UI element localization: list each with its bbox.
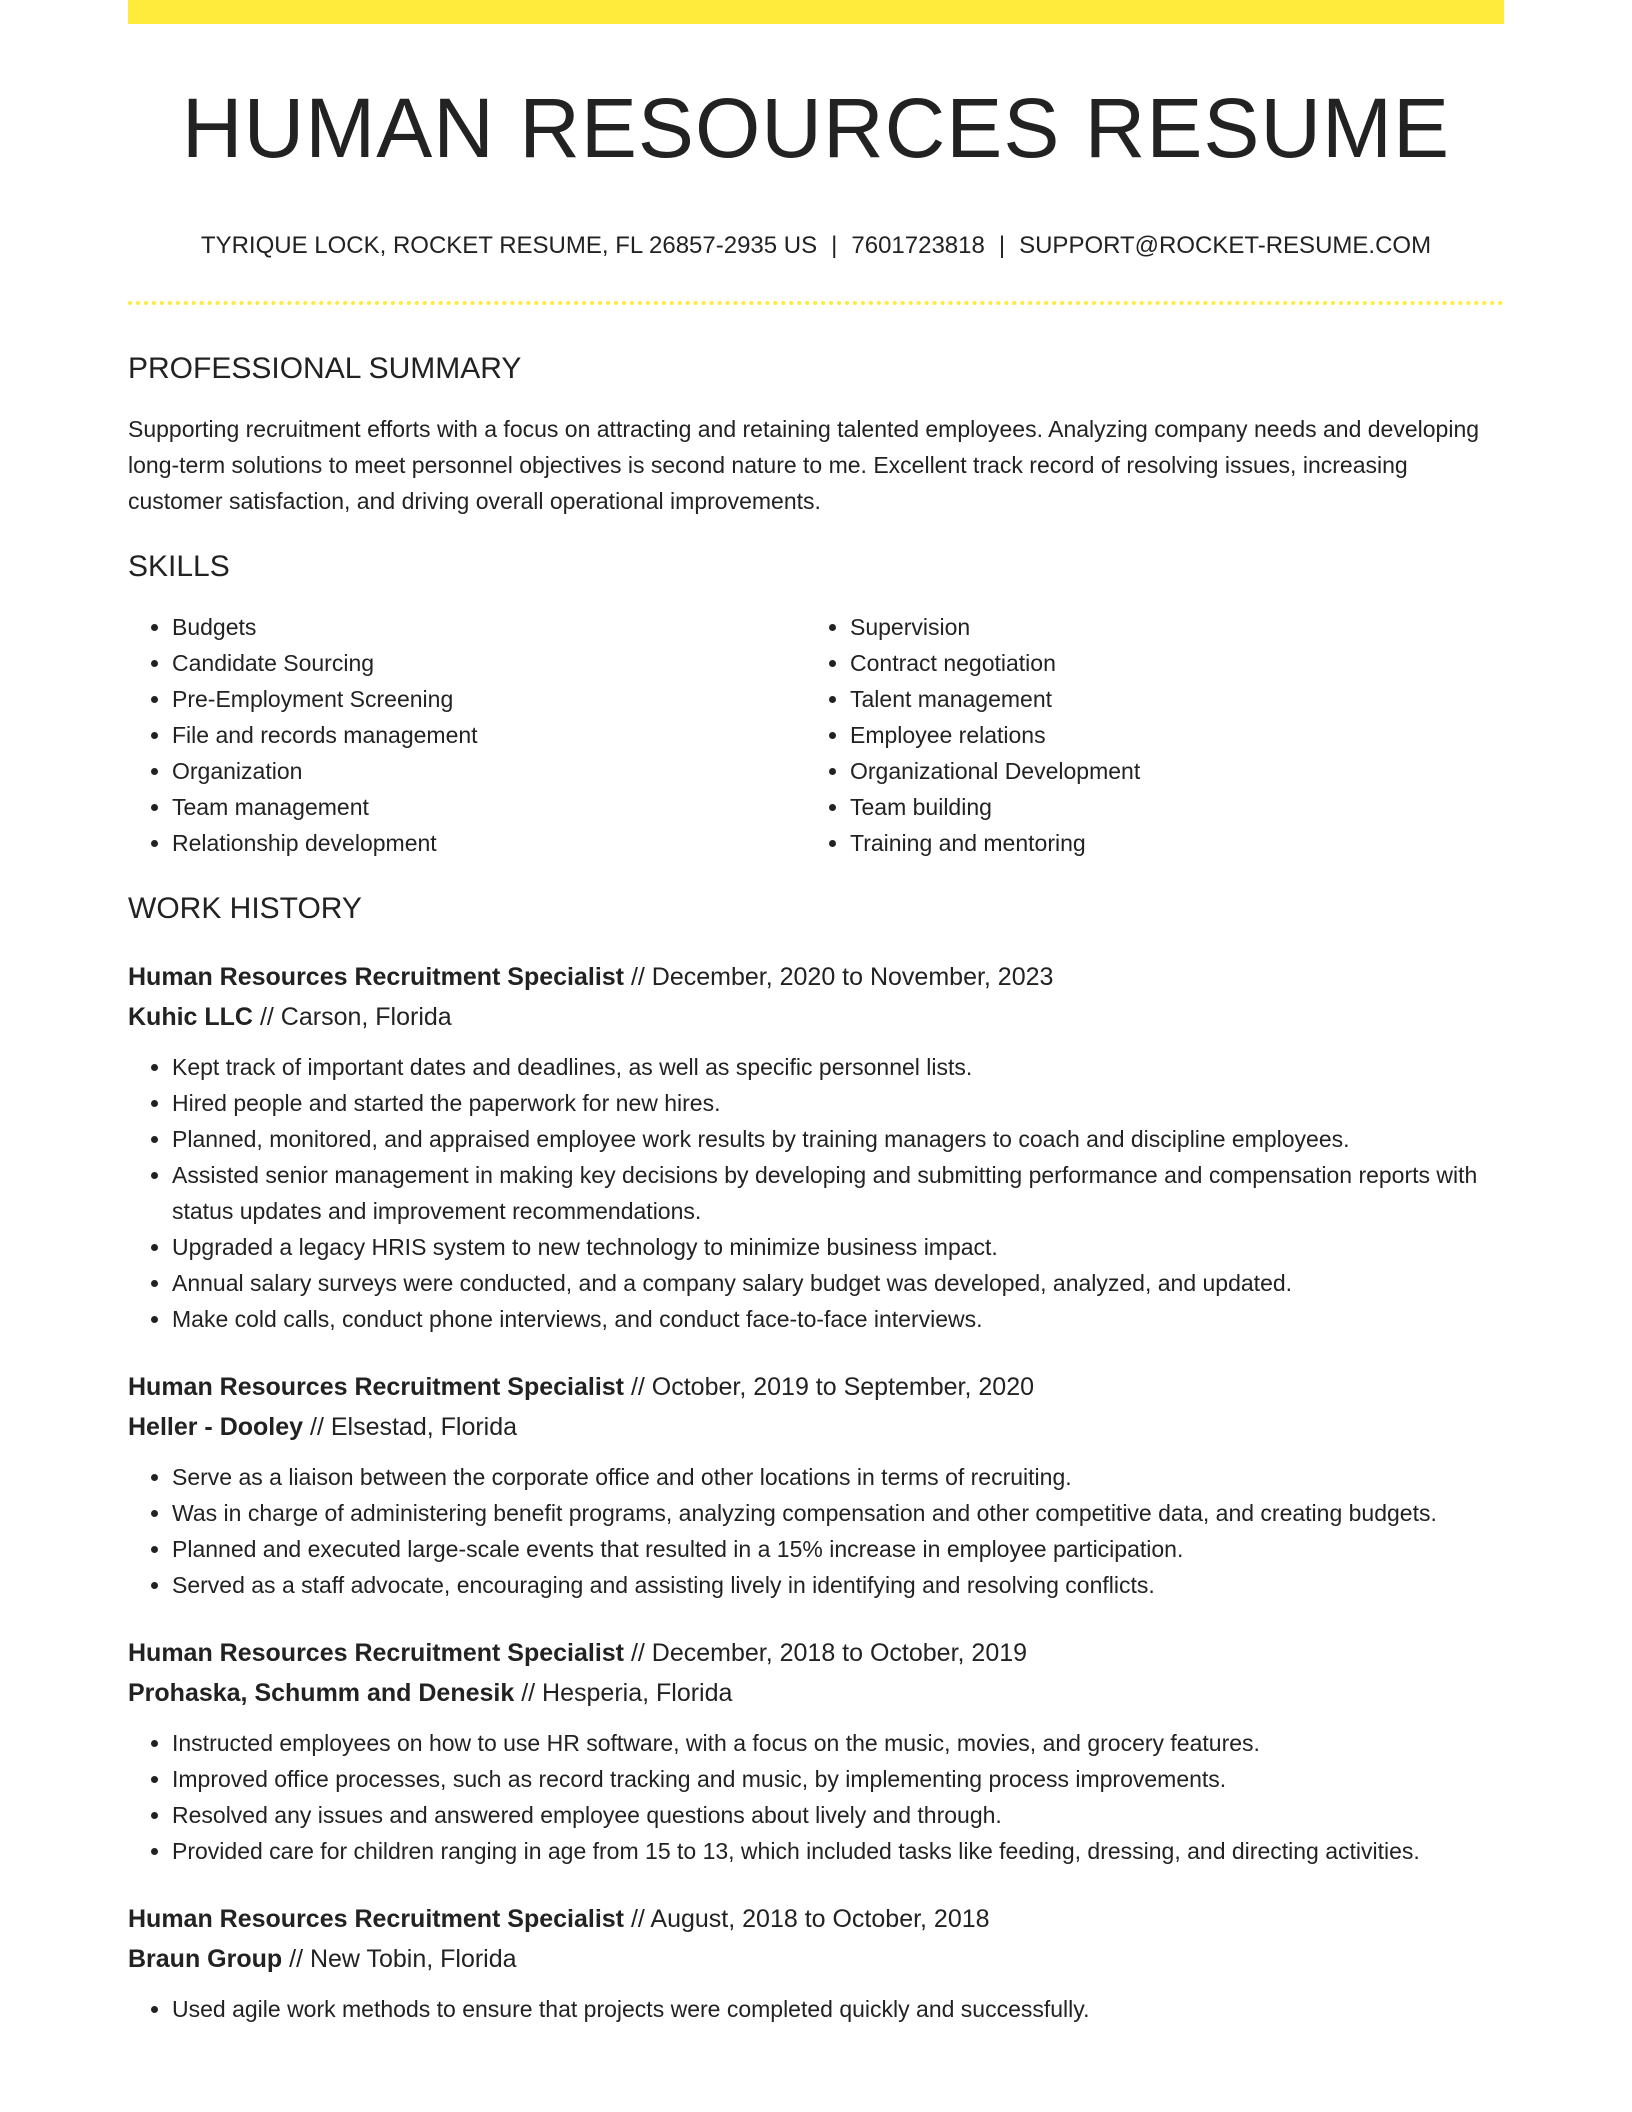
job-bullets [128, 1049, 1504, 1337]
contact-line [128, 232, 1504, 261]
job-bullet: • Assisted senior management in making key decisions by developing and submitting performance and compensation reports with status updates and improvement recommendations. [172, 1157, 1504, 1229]
skill-item: • Budgets [172, 609, 806, 645]
job-bullet: • Served as a staff advocate, encouraging and assisting lively in identifying and resolving conflicts. [172, 1567, 1504, 1603]
job-bullet: • Was in charge of administering benefit programs, analyzing compensation and other competitive data, and creating budgets. [172, 1495, 1504, 1531]
job-bullets [128, 1725, 1504, 1869]
skill-item: • Candidate Sourcing [172, 645, 806, 681]
job-title: Human Resources Recruitment Specialist [128, 1904, 624, 1933]
job-bullet: • Planned, monitored, and appraised employee work results by training managers to coach and discipline employees. [172, 1121, 1504, 1157]
job-bullet: • Improved office processes, such as record tracking and music, by implementing process improvements. [172, 1761, 1504, 1797]
job-title: Human Resources Recruitment Specialist [128, 1372, 624, 1401]
job-entry [128, 1899, 1504, 2027]
job-location: // New Tobin, Florida [289, 1944, 517, 1973]
skills-heading: SKILLS [128, 549, 230, 583]
resume-title: HUMAN RESOURCES RESUME [181, 81, 1451, 175]
job-dates: // December, 2018 to October, 2019 [630, 1638, 1028, 1667]
resume-page [128, 0, 1504, 2027]
job-title-line [128, 957, 1504, 997]
contact-phone: 7601723818 [851, 232, 985, 259]
job-title: Human Resources Recruitment Specialist [128, 962, 624, 991]
job-company: Braun Group [128, 1944, 283, 1973]
skills-list-left [128, 609, 806, 861]
summary-heading: PROFESSIONAL SUMMARY [128, 351, 522, 385]
job-title-line [128, 1367, 1504, 1407]
job-company-line [128, 1673, 1504, 1713]
skill-item: • Supervision [850, 609, 1484, 645]
skill-item: • Team management [172, 789, 806, 825]
job-bullet: • Used agile work methods to ensure that projects were completed quickly and successfully. [172, 1991, 1504, 2027]
skill-item: • Team building [850, 789, 1484, 825]
job-bullet: • Hired people and started the paperwork for new hires. [172, 1085, 1504, 1121]
work-history-heading: WORK HISTORY [128, 891, 362, 925]
skill-item: • Relationship development [172, 825, 806, 861]
job-title-line [128, 1633, 1504, 1673]
skill-item: • Organization [172, 753, 806, 789]
job-bullet: • Annual salary surveys were conducted, and a company salary budget was developed, analyzed, and updated. [172, 1265, 1504, 1301]
skill-item: • Employee relations [850, 717, 1484, 753]
job-location: // Elsestad, Florida [310, 1412, 518, 1441]
job-bullets [128, 1991, 1504, 2027]
skills-list-right [806, 609, 1484, 861]
job-company: Prohaska, Schumm and Denesik [128, 1678, 515, 1707]
job-bullet: • Make cold calls, conduct phone interviews, and conduct face-to-face interviews. [172, 1301, 1504, 1337]
job-bullet: • Resolved any issues and answered employee questions about lively and through. [172, 1797, 1504, 1833]
job-entry [128, 957, 1504, 1337]
job-bullets [128, 1459, 1504, 1603]
skill-item: • Training and mentoring [850, 825, 1484, 861]
contact-separator: | [831, 232, 838, 259]
job-company-line [128, 1939, 1504, 1979]
job-title: Human Resources Recruitment Specialist [128, 1638, 624, 1667]
job-bullet: • Serve as a liaison between the corporate office and other locations in terms of recruiting. [172, 1459, 1504, 1495]
dotted-divider [128, 301, 1504, 305]
skill-item: • File and records management [172, 717, 806, 753]
job-dates: // December, 2020 to November, 2023 [630, 962, 1054, 991]
job-title-line [128, 1899, 1504, 1939]
summary-text: Supporting recruitment efforts with a focus on attracting and retaining talented employees. Analyzing company needs and developing long-term solutions to meet personnel objectives is second nature to me. Excellent track record of resolving issues, increasing customer satisfaction, and driving overall operational improvements. [128, 415, 1480, 514]
job-bullet: • Upgraded a legacy HRIS system to new technology to minimize business impact. [172, 1229, 1504, 1265]
job-bullet: • Planned and executed large-scale events that resulted in a 15% increase in employee participation. [172, 1531, 1504, 1567]
job-location: // Carson, Florida [259, 1002, 452, 1031]
contact-address: TYRIQUE LOCK, ROCKET RESUME, FL 26857-2935 US [200, 232, 818, 259]
job-dates: // August, 2018 to October, 2018 [630, 1904, 990, 1933]
contact-separator: | [998, 232, 1006, 259]
skill-item: • Pre-Employment Screening [172, 681, 806, 717]
skill-item: • Contract negotiation [850, 645, 1484, 681]
job-dates: // October, 2019 to September, 2020 [630, 1372, 1035, 1401]
job-entry [128, 1367, 1504, 1603]
job-company-line [128, 1407, 1504, 1447]
job-company: Heller - Dooley [128, 1412, 304, 1441]
skill-item: • Talent management [850, 681, 1484, 717]
job-bullet: • Kept track of important dates and deadlines, as well as specific personnel lists. [172, 1049, 1504, 1085]
skill-item: • Organizational Development [850, 753, 1484, 789]
job-bullet: • Instructed employees on how to use HR software, with a focus on the music, movies, and grocery features. [172, 1725, 1504, 1761]
skills-grid [128, 609, 1504, 861]
job-company-line [128, 997, 1504, 1037]
job-company: Kuhic LLC [128, 1002, 253, 1031]
accent-top-bar [128, 0, 1504, 24]
job-bullet: • Provided care for children ranging in age from 15 to 13, which included tasks like feeding, dressing, and directing activities. [172, 1833, 1504, 1869]
job-entry [128, 1633, 1504, 1869]
contact-email[interactable]: SUPPORT@ROCKET-RESUME.COM [1019, 232, 1432, 259]
job-location: // Hesperia, Florida [521, 1678, 733, 1707]
